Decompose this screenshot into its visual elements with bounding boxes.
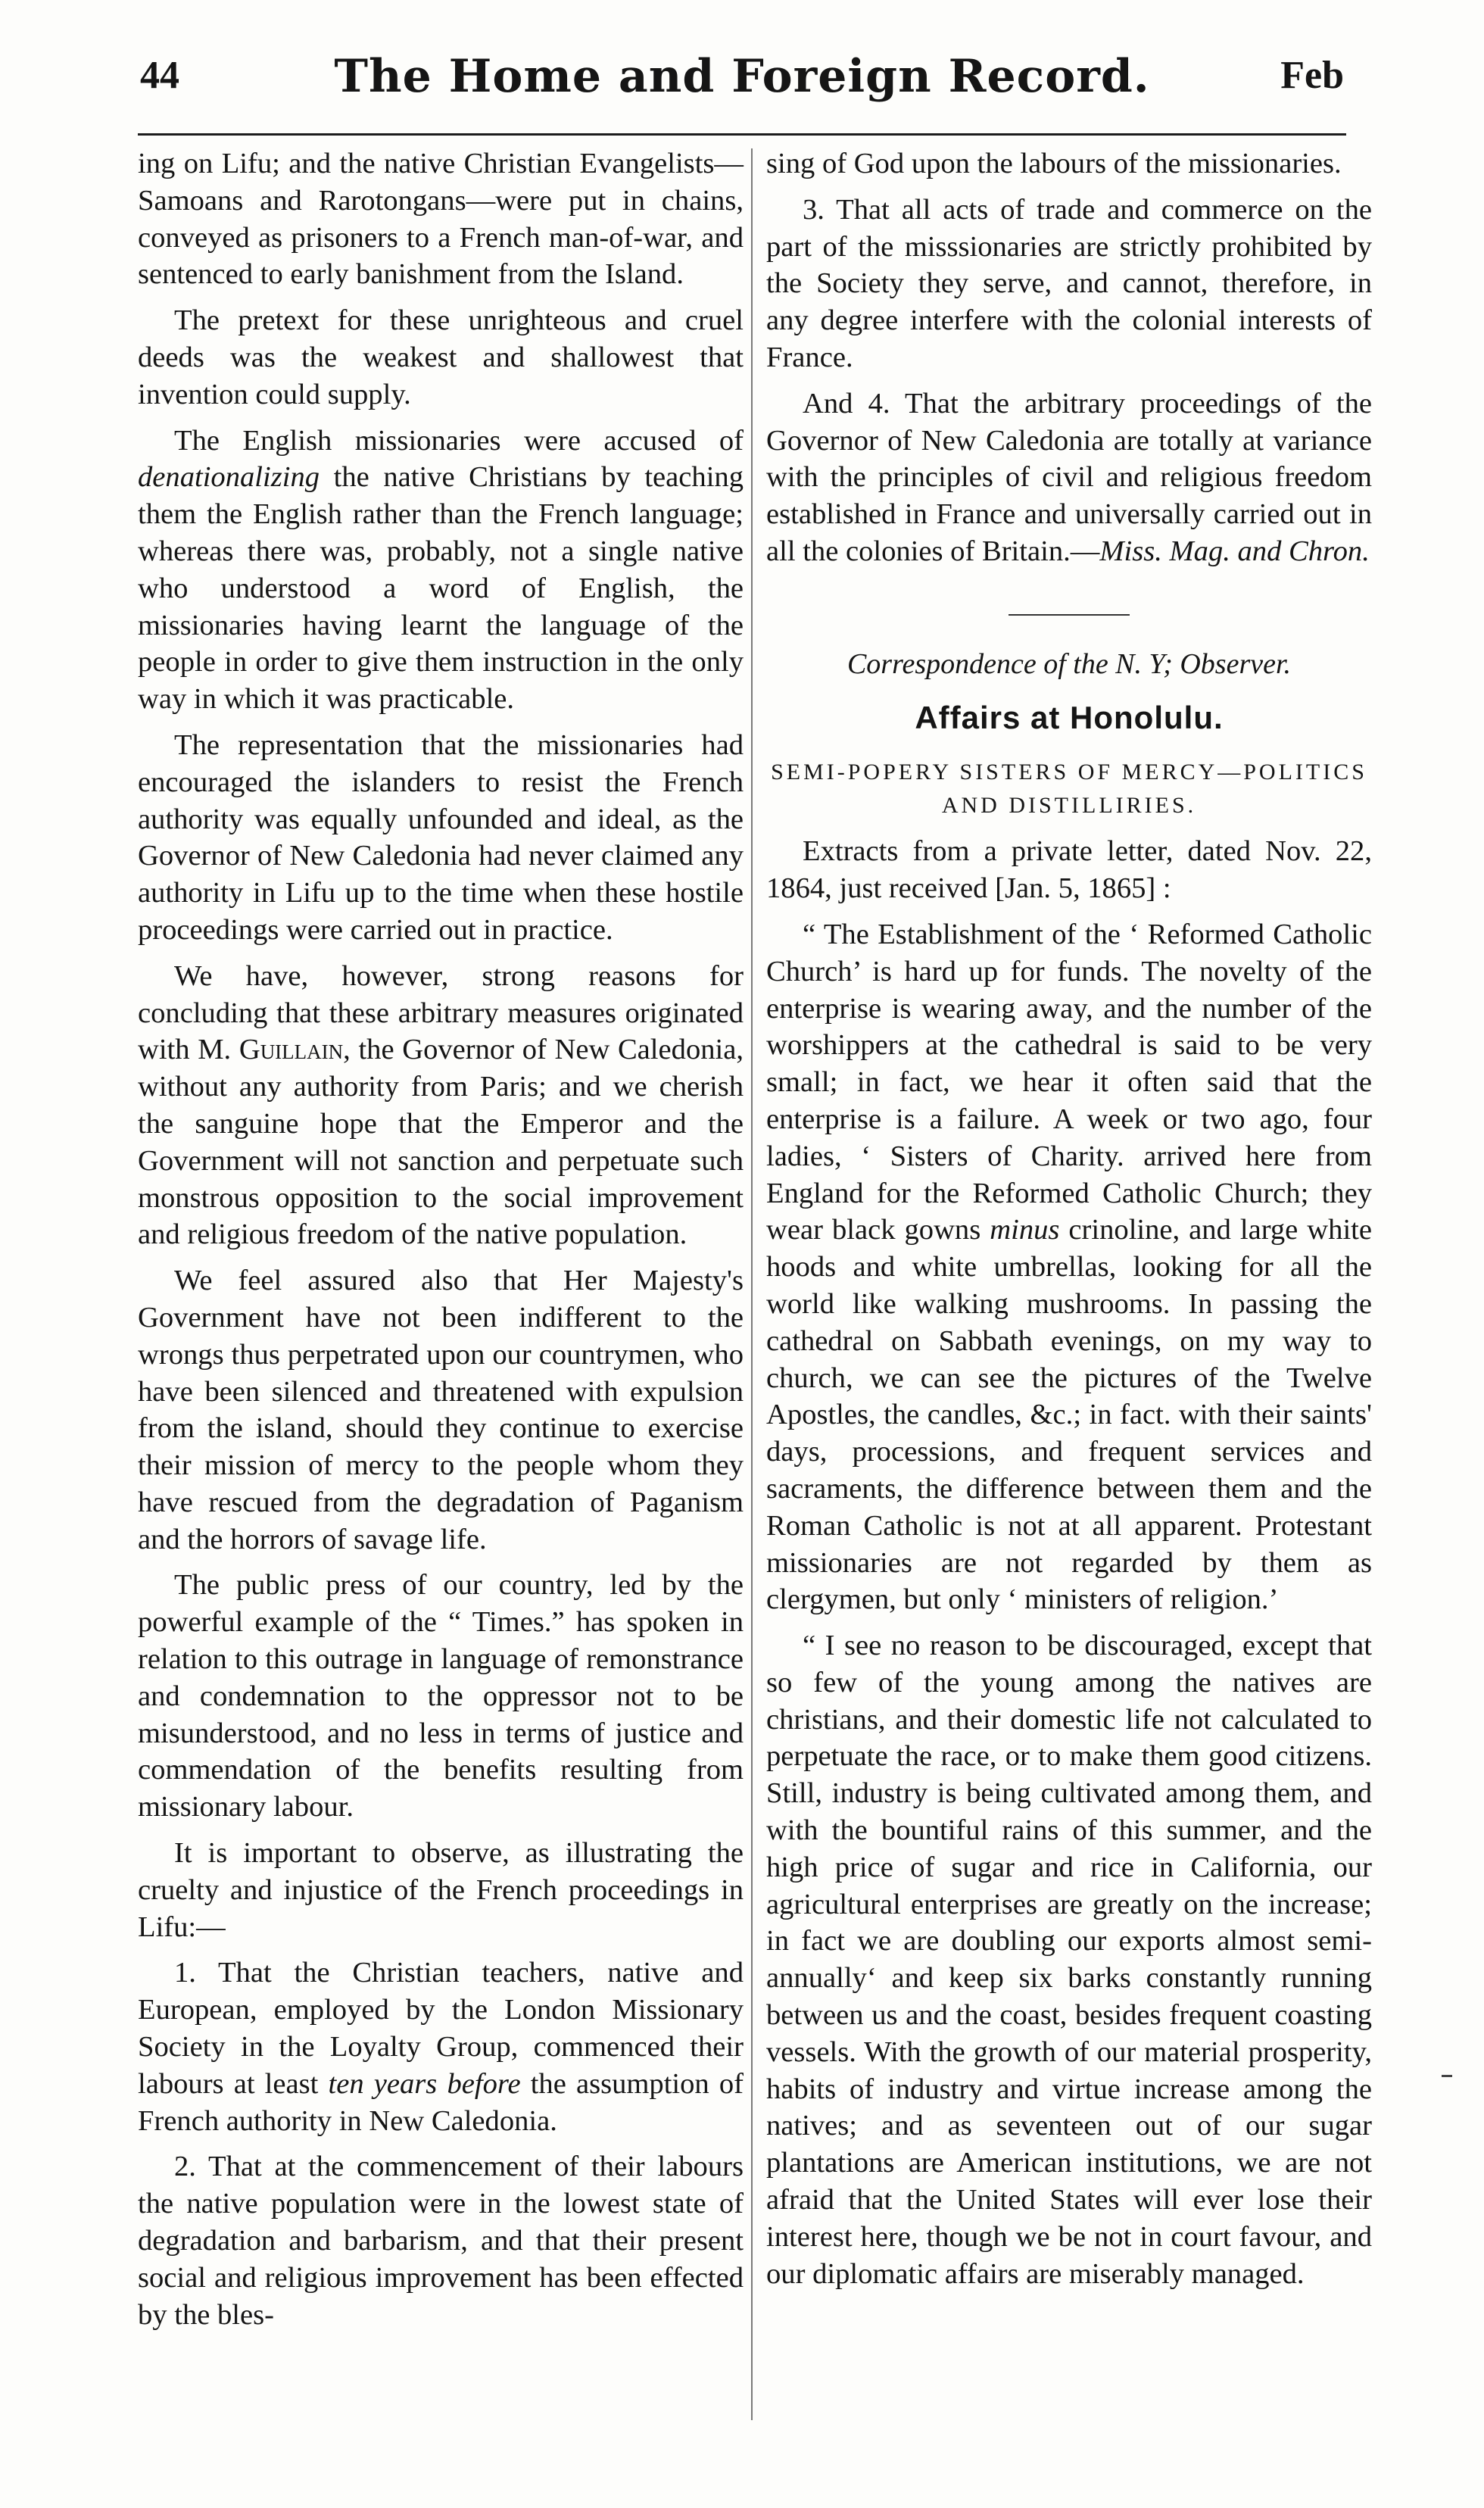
paragraph (138, 958, 744, 1253)
italic-text: ten years before (328, 2067, 521, 2100)
paragraph: 3. That all acts of trade and commerce on the part of the misssionaries are strictly prohibited by the Society they serve, and cannot, therefore, in any degree interfere with the colonial interests of France. (766, 193, 1372, 373)
paragraph: 2. That at the commencement of their labours the native population were in the lowest state of degradation and barbarism, and that their present social and religious improvement has been effected by the bles- (138, 2151, 744, 2331)
month-label: Feb (1280, 54, 1344, 97)
department-heading: Correspondence of the N. Y; Observer. (846, 647, 1292, 680)
paragraph: The pretext for these unrighteous and cruel deeds was the weakest and shallowest that invention could supply. (138, 304, 744, 410)
paragraph: The public press of our country, led by the powerful example of the “ Times.” has spoken in relation to this outrage in language of remonstrance and condemnation to the oppressor not to be misunderstood, and no less in terms of justice and commendation of the benefits resulting from missionary labour. (138, 1569, 744, 1823)
header-rule (138, 133, 1346, 136)
page-number: 44 (140, 54, 179, 97)
paragraph: Extracts from a private letter, dated Nov. 22, 1864, just received [Jan. 5, 1865] : (766, 835, 1372, 905)
paragraph: “ I see no reason to be discouraged, except that so few of the young among the natives are christians, and their domestic life not calculated to perpetuate the race, or to make them good citizens. Still, industry is being cultivated among them, and with the bountiful rains of this summer, and the high price of sugar and rice in California, our agricultural enterprises are greatly on the increase; in fact we are doubling our exports almost semi-annually‘ and keep six barks constantly running between us and the coast, besides frequent coasting vessels. With the growth of our material prosperity, habits of industry and virtue increase among the natives; and as seventeen out of our sugar plantations are American institutions, we are not afraid that the United States will ever lose their interest here, though we be not in court favour, and our diplomatic affairs are miserably managed. (766, 1630, 1372, 2290)
page-header (140, 50, 1344, 121)
text: And 4. That the arbitrary proceedings of the Governor of New Caledonia are totally at variance with the principles of civil and religious freedom established in France and universally carried out in all the colonies of Britain.— (766, 387, 1372, 567)
running-title: The Home and Foreign Record. (334, 50, 1150, 103)
person-name: Guillain (238, 1034, 344, 1066)
text: “ The Establishment of the ‘ Reformed Catholic Church’ is hard up for funds. The novelty of the enterprise is wearing away, and the number of the worshippers at the cathedral is said to be very small; in fact, we hear it often said that the enterprise is a failure. A week or two ago, four ladies, ‘ Sisters of Charity. arrived here from England for the Reformed Catholic Church; they wear black gowns (766, 918, 1372, 1246)
right-column (766, 145, 1372, 2301)
text: the assumption of French authority in New Caledonia. (138, 2067, 744, 2137)
text: The English missionaries were accused of (174, 424, 744, 457)
article-title: Affairs at Honolulu. (915, 699, 1224, 735)
paragraph: We feel assured also that Her Majesty's Government have not been indifferent to the wrongs thus perpetrated upon our countrymen, who have been silenced and threatened with expulsion from the island, should they continue to exercise their mission of mercy to the people whom they have rescued from the degradation of Paganism and the horrors of savage life. (138, 1265, 744, 1555)
column-divider (751, 148, 753, 2420)
italic-text: minus (990, 1214, 1060, 1246)
paragraph: sing of God upon the labours of the missionaries. (766, 148, 1342, 179)
paragraph: The representation that the missionaries had encouraged the islanders to resist the French authority was equally unfounded and ideal, as the Governor of New Caledonia had never claimed any authority in Lifu up to the time when these hostile proceedings were carried out in practice. (138, 728, 744, 946)
section-rule (1009, 614, 1130, 616)
article-subheading: SEMI-POPERY SISTERS OF MERCY—POLITICS AND DISTILLIRIES. (771, 760, 1367, 819)
text: , the Governor of New Caledonia, without any authority from Paris; and we cherish the sanguine hope that the Emperor and the Government will not sanction and perpetuate such monstrous opposition to the social improvement and religious freedom of the native population. (138, 1034, 744, 1251)
paragraph: ing on Lifu; and the native Christian Evangelists—Samoans and Rarotongans—were put in chains, conveyed as prisoners to a French man-of-war, and sentenced to early banishment from the Island. (138, 148, 744, 291)
paragraph (766, 385, 1372, 570)
italic-text: denationalizing (138, 461, 320, 494)
paragraph (138, 1954, 744, 2139)
paragraph (138, 423, 744, 718)
paragraph (766, 916, 1372, 1618)
text: the native Christians by teaching them the English rather than the French language; whereas there was, probably, not a single native who understood a word of English, the missionaries having learnt the language of the people in order to give them instruction in the only way in which it was practicable. (138, 461, 744, 716)
italic-text: Miss. Mag. and Chron. (1099, 535, 1370, 567)
left-column (138, 145, 744, 2342)
text: crinoline, and large white hoods and white umbrellas, looking for all the world like walking mushrooms. In passing the cathedral on Sabbath evenings, on my way to church, we can see the pictures of the Twelve Apostles, the candles, &c.; in fact. with their saints' days, processions, and frequent services and sacraments, the difference between them and the Roman Catholic is not at all apparent. Protestant missionaries are not regarded by them as clergymen, but only ‘ ministers of religion.’ (766, 1214, 1372, 1616)
text: We have, however, strong reasons for concluding that these arbitrary measures originated with M. (138, 959, 744, 1066)
text: 1. That the Christian teachers, native and European, employed by the London Missionary Society in the Loyalty Group, commenced their labours at least (138, 1957, 744, 2100)
paragraph: It is important to observe, as illustrating the cruelty and injustice of the French proceedings in Lifu:— (138, 1837, 744, 1943)
margin-mark (1442, 2075, 1452, 2077)
